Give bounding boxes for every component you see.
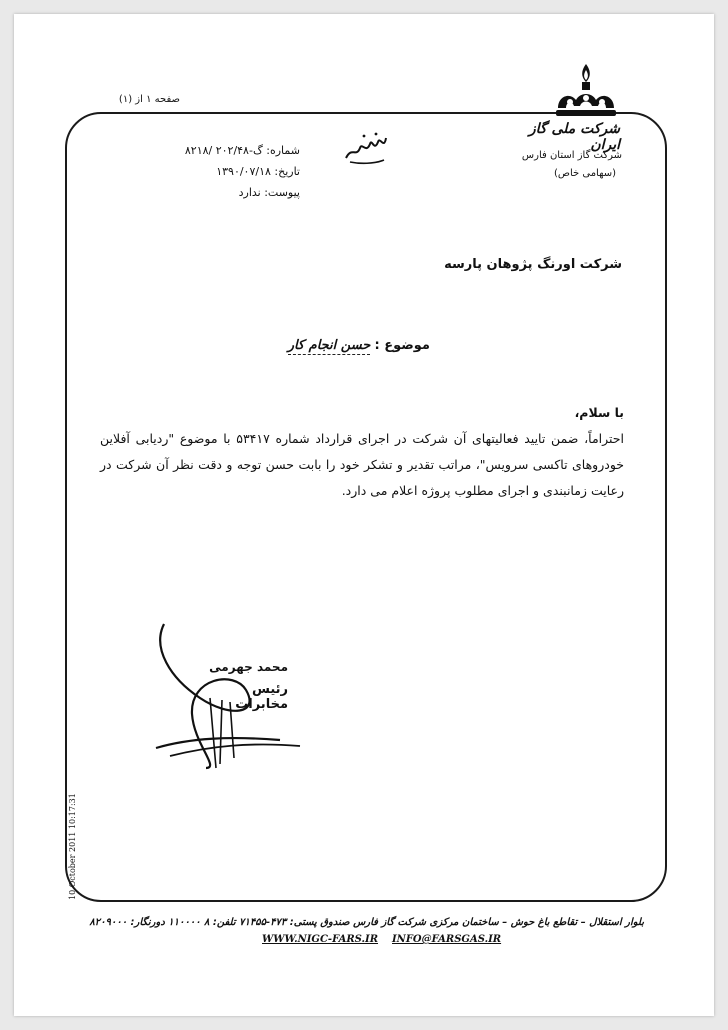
- bismillah-calligraphy-icon: [340, 128, 390, 168]
- subject-value: حسن انجام کار: [287, 338, 371, 353]
- greeting: با سلام،: [574, 405, 624, 420]
- website-link[interactable]: WWW.NIGC-FARS.IR: [262, 934, 379, 945]
- company-subtitle: شرکت گاز استان فارس: [521, 150, 622, 161]
- company-type: (سهامی خاص): [553, 168, 616, 179]
- body-paragraph: احتراماً، ضمن تایید فعالیتهای آن شرکت در اجرای قرارداد شماره ۵۳۴۱۷ با موضوع "ردیابی آفلاین خودروهای تاکسی سرویس"، مراتب تقدیر و تشکر خود را بابت حسن توجه و دقت نظر آن شرکت در رعایت زمانبندی و اجرای مطلوب پروژه اعلام می دارد.: [100, 431, 624, 498]
- subject-label: موضوع :: [374, 338, 430, 353]
- reference-attachment: پیوست: ندارد: [238, 186, 300, 199]
- recipient: شرکت اورنگ پژوهان پارسه: [444, 257, 622, 272]
- stamp-date: 10 October 2011 10:17:31: [68, 793, 77, 900]
- company-name: شرکت ملی گاز ایران: [528, 121, 620, 153]
- signer-title: رئیس مخابرات: [235, 682, 288, 712]
- reference-date: تاریخ: ۱۳۹۰/۰۷/۱۸: [216, 165, 300, 178]
- letter-frame: [65, 112, 667, 902]
- flame-emblem-icon: [552, 62, 620, 124]
- reference-number: شماره: گ-۲۰۲/۴۸ /۸۲۱۸: [184, 144, 300, 157]
- footer-address: بلوار استقلال – تقاطع باغ حوش – ساختمان مرکزی شرکت گاز فارس صندوق پستی: ۴۷۳-۷۱۴۵۵ تلفن: ۸ ۱۱۰۰۰۰ دورنگار: ۸۲۰۹۰۰۰: [89, 917, 644, 928]
- email-link[interactable]: INFO@FARSGAS.IR: [392, 934, 502, 945]
- signer-name: محمد جهرمی: [209, 660, 288, 674]
- subject-line: [250, 338, 430, 353]
- letter-body: [100, 400, 624, 504]
- reference-block: [150, 140, 300, 203]
- page-counter: صفحه ۱ از (۱): [118, 94, 180, 105]
